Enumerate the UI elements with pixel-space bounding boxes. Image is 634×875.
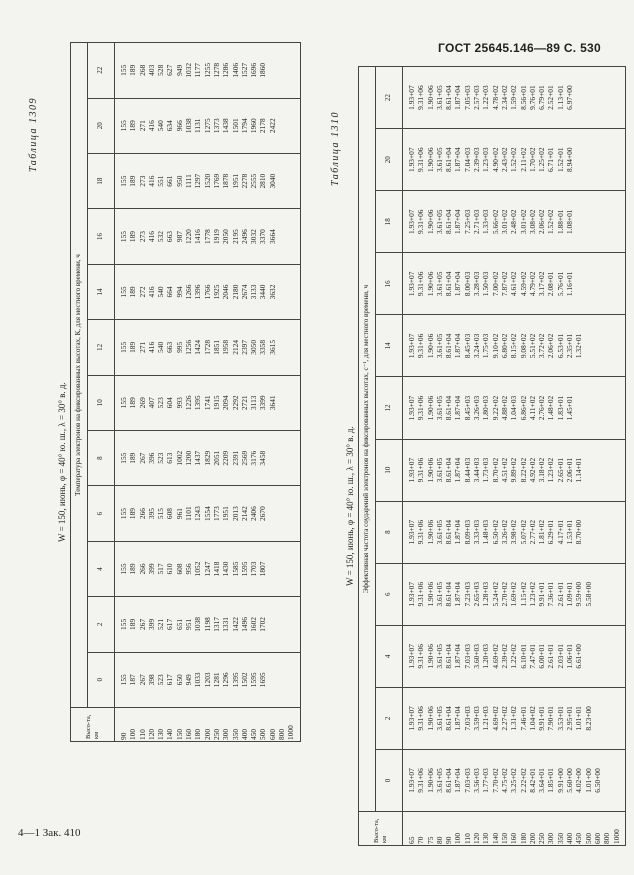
time-header: 14 (88, 264, 115, 319)
value-column: 1.93+07 9.31+06 1.90+06 3.61+05 8.61+04 1.87+04 7.05+03 2.57+03 1.22+03 4.78+02 2.34+02 1.59+02 8.56+01 9.76+01 6.79+01 2.52+01 1.13+01 6.97+00 (403, 67, 626, 129)
span-title: Эффективная частота соударений электронов на фиксированных высотах, с⁻¹, для местного времени, ч (359, 67, 376, 812)
height-header: Высо-та, км (71, 708, 115, 742)
value-column: 155 189 271 416 540 634 966 1038 1131 1275 1373 1438 1501 1794 1960 2178 2422 (115, 98, 301, 153)
time-header: 16 (376, 253, 403, 315)
value-column: 155 189 271 416 540 663 995 1256 1424 1728 1851 1958 2124 2397 3050 3358 3615 (115, 320, 301, 375)
time-header: 22 (88, 43, 115, 99)
heights-column: 90 100 110 120 130 140 150 160 180 200 250 300 350 400 450 500 600 800 1000 (115, 708, 301, 742)
time-header: 2 (88, 597, 115, 652)
time-header: 12 (376, 377, 403, 439)
time-header: 6 (88, 486, 115, 541)
time-header: 22 (376, 67, 403, 129)
heights-column: 65 70 75 80 90 100 110 120 130 140 150 160 180 200 250 300 350 400 450 500 600 800 1000 (403, 812, 626, 846)
value-column: 1.93+07 9.31+06 1.90+06 3.61+05 8.61+04 1.87+04 8.45+03 3.26+03 1.80+03 9.22+02 4.88+02 1.04+03 6.86+02 4.11+02 2.76+02 1.48+02 1.83+01 1.45+01 (403, 377, 626, 439)
value-column: 1.93+07 9.31+06 1.90+06 3.61+05 8.61+04 1.87+04 7.04+03 2.39+03 1.23+03 4.90+02 2.43+02 1.52+02 2.11+02 1.70+02 1.25+02 6.71+01 1.52+01 8.94+00 (403, 129, 626, 191)
time-header: 14 (376, 315, 403, 377)
height-header: Высо-та, км (359, 812, 403, 846)
time-header: 8 (376, 501, 403, 563)
span-title: Температура электронов на фиксированных высотах, К, для местного времени, ч (71, 43, 88, 708)
time-header: 2 (376, 687, 403, 749)
time-header: 4 (88, 541, 115, 596)
time-header: 0 (376, 749, 403, 811)
time-header: 20 (376, 129, 403, 191)
table-1309-block (28, 42, 301, 742)
time-header: 18 (88, 153, 115, 208)
value-column: 155 189 273 416 532 663 987 1220 1416 1778 1919 2050 2195 2496 3032 3370 3664 (115, 209, 301, 264)
time-header: 20 (88, 98, 115, 153)
time-header: 18 (376, 191, 403, 253)
time-header: 0 (88, 652, 115, 707)
value-column: 1.93+07 9.31+06 1.90+06 3.61+05 8.61+04 1.87+04 8.00+03 3.28+03 1.50+03 7.00+02 7.87+02 4.61+02 4.59+02 4.79+02 3.17+02 2.08+01 5.76+01 1.16+01 (403, 253, 626, 315)
value-column: 155 189 266 399 517 610 608 956 1052 1247 1418 1430 1585 1595 1703 1807 (115, 541, 301, 596)
value-column: 1.93+07 9.31+06 1.90+06 3.61+05 8.61+04 1.87+04 8.45+03 3.24+03 1.75+03 9.10+02 6.80+02 8.15+02 9.08+02 5.51+02 3.72+02 2.06+02 6.53+01 2.35+01 1.32+01 (403, 315, 626, 377)
data-table (70, 42, 301, 742)
value-column: 1.93+07 9.31+06 1.90+06 3.61+05 8.61+04 1.87+04 7.25+03 2.71+03 1.33+03 5.66+02 3.01+02 2.48+02 3.01+02 3.08+02 2.06+02 1.52+02 1.88+01 1.08+01 (403, 191, 626, 253)
page-footer: 4—1 Зак. 410 (18, 827, 81, 839)
data-table (358, 66, 626, 846)
value-column: 1.93+07 9.31+06 1.90+06 3.61+05 8.61+04 1.87+04 8.09+03 3.33+03 1.48+03 6.50+02 3.26+02 3.98+02 5.07+02 2.77+02 1.81+02 6.29+01 4.17+01 1.53+01 8.70+00 (403, 501, 626, 563)
value-column: 1.93+07 9.31+06 1.90+06 3.61+05 8.61+04 1.87+04 8.44+03 3.44+03 1.73+03 8.70+02 4.51+02 9.89+02 8.22+02 4.92+02 3.18+02 1.23+02 2.65+01 2.06+01 1.14+01 (403, 439, 626, 501)
value-column: 1.93+07 9.31+06 1.90+06 3.61+05 8.61+04 1.87+04 7.03+03 3.60+03 1.20+03 4.69+02 2.39+02 1.22+02 6.10+01 7.47+01 6.00+01 2.61+01 2.03+01 1.06+01 6.61+00 (403, 625, 626, 687)
value-column: 1.93+07 9.31+06 1.90+06 3.61+05 8.61+04 1.87+04 7.23+03 2.65+03 1.28+03 5.24+02 2.70+02 1.69+02 1.15+02 1.23+02 9.91+01 7.36+01 2.61+01 1.09+01 9.59+00 5.58+00 (403, 563, 626, 625)
value-column: 155 189 273 416 551 661 950 1111 1297 1520 1769 1878 1951 2278 2555 2810 3040 (115, 153, 301, 208)
value-column: 155 189 272 416 540 664 994 1266 1396 1766 1925 2046 2180 2674 3133 3440 3632 (115, 264, 301, 319)
time-header: 4 (376, 625, 403, 687)
value-column: 1.93+07 9.31+06 1.90+06 3.61+05 8.61+04 1.87+04 7.03+03 3.59+03 1.21+03 4.69+02 2.27+02 1.31+02 7.46+01 1.04+02 9.91+01 7.90+01 3.53+01 2.95+01 1.01+01 8.23+00 (403, 687, 626, 749)
value-column: 155 189 268 403 528 627 949 1032 1177 1255 1278 1286 1406 1527 1696 1860 (115, 43, 301, 99)
table-caption: W = 150, июнь, φ = 40° ю. ш., λ = 30° в. д. (345, 426, 355, 586)
table-caption: W = 150, июнь, φ = 40° ю. ш., λ = 30° в. д. (57, 382, 67, 542)
value-column: 155 189 267 396 523 613 1002 1200 1437 1829 2051 2209 2391 2569 3176 3458 (115, 430, 301, 485)
value-column: 155 189 269 407 523 604 993 1226 1395 1741 1915 2094 2292 2721 3113 3399 3641 (115, 375, 301, 430)
value-column: 155 189 267 399 521 617 651 951 1038 1198 1317 1331 1422 1496 1602 1702 (115, 597, 301, 652)
value-column: 155 189 266 395 515 608 961 1101 1243 1554 1773 1951 2013 2142 2406 2670 (115, 486, 301, 541)
table-number: Таблица 1310 (330, 111, 341, 186)
time-header: 12 (88, 320, 115, 375)
time-header: 6 (376, 563, 403, 625)
time-header: 8 (88, 430, 115, 485)
table-number: Таблица 1309 (28, 97, 39, 172)
value-column: 1.93+07 9.31+06 1.90+06 3.61+05 8.61+04 1.87+04 7.03+03 3.56+03 1.77+03 7.70+02 4.75+02 3.25+02 2.22+02 8.42+01 3.64+01 1.85+01 9.91+00 5.60+00 4.02+00 1.01+00 6.50+00 (403, 749, 626, 811)
table-1310-block (330, 66, 626, 846)
value-column: 155 187 267 398 523 617 650 949 1033 1203 1281 1296 1395 1502 1595 1695 (115, 652, 301, 707)
time-header: 16 (88, 209, 115, 264)
time-header: 10 (88, 375, 115, 430)
time-header: 10 (376, 439, 403, 501)
page-header: ГОСТ 25645.146—89 С. 530 (438, 41, 601, 55)
